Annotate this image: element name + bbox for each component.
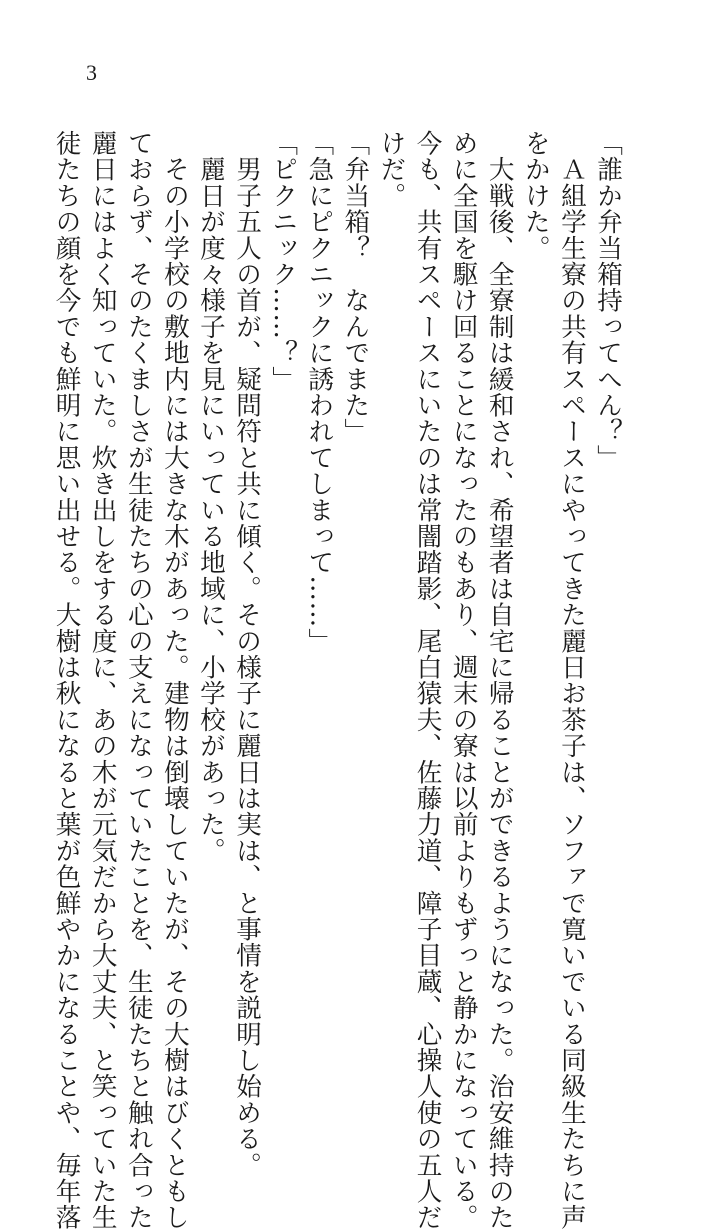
page-number: 3	[86, 60, 97, 85]
text-line: 「ピクニック……？」	[268, 130, 299, 392]
text-line: 今も、共有スペースにいたのは常闇踏影、尾白猿夫、佐藤力道、障子目蔵、心操人使の五人だ	[412, 130, 443, 1230]
text-line: 男子五人の首が、疑問符と共に傾く。その様子に麗日は実は、と事情を説明し始める。	[232, 130, 263, 1178]
text-line: 「弁当箱？ なんでまた」	[340, 130, 371, 445]
text-line: 麗日が度々様子を見にいっている地域に、小学校があった。	[195, 130, 226, 864]
body-text	[51, 130, 626, 1230]
text-line: 「誰か弁当箱持ってへん？」	[593, 130, 623, 471]
text-line: Ａ組学生寮の共有スペースにやってきた麗日お茶子は、ソファで寛いでいる同級生たちに声	[556, 130, 587, 1230]
text-line: その小学校の敷地内には大きな木があった。建物は倒壊していたが、その大樹はびくともし	[159, 130, 190, 1230]
text-line: 「急にピクニックに誘われてしまって……」	[304, 130, 335, 654]
text-line: 麗日にはよく知っていた。炊き出しをする度に、あの木が元気だから大丈夫、と笑っていた生	[87, 130, 118, 1230]
text-line: 大戦後、全寮制は緩和され、希望者は自宅に帰ることができるようになった。治安維持のた	[484, 130, 515, 1230]
text-line: 徒たちの顔を今でも鮮明に思い出せる。大樹は秋になると葉が色鮮やかになることや、毎年落	[51, 130, 82, 1230]
text-line: めに全国を駆け回ることになったのもあり、週末の寮は以前よりもずっと静かになっている。	[448, 130, 479, 1230]
text-line: ておらず、そのたくましさが生徒たちの心の支えになっていたことを、生徒たちと触れ合った	[123, 130, 154, 1230]
text-line: けだ。	[376, 130, 407, 209]
text-line: をかけた。	[520, 130, 551, 261]
